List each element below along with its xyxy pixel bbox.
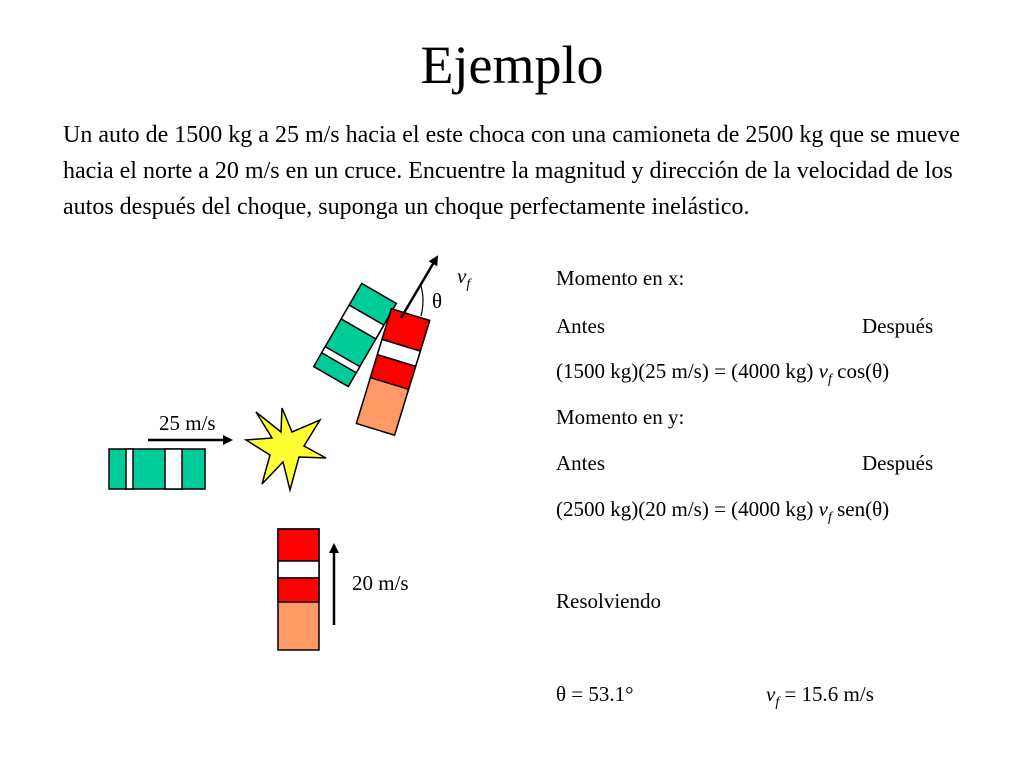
explosion-icon [246,408,326,490]
truck-before [278,529,319,650]
after-label-y: Después [862,451,934,475]
problem-statement: Un auto de 1500 kg a 25 m/s hacia el este choca con una camioneta de 2500 kg que se mueve hacia el norte a 20 m/s en un cruce. Encuentre la magnitud y dirección de la velocidad de los autos después del choque, suponga un choque perfectamente inelástico. [63,122,961,220]
before-label-y: Antes [556,451,605,475]
equation-y: (2500 kg)(20 m/s) = (4000 kg) $v_f$ sen(θ) [556,497,890,526]
after-label-x: Después [862,314,934,338]
momentum-x-heading: Momento en x: [556,266,685,290]
equation-x: (1500 kg)(25 m/s) = (4000 kg) $v_f$ cos(θ) [556,359,890,388]
car-speed-label: 25 m/s [159,411,216,435]
theta-result: θ = 53.1° [556,682,634,706]
theta-label: θ [432,289,443,313]
car-before [109,449,205,489]
truck-speed-label: 20 m/s [352,571,409,595]
momentum-y-heading: Momento en y: [556,405,685,429]
before-label-x: Antes [556,314,605,338]
theta-arc [421,286,423,316]
vf-label: $v_f$ [457,264,471,292]
slide-title: Ejemplo [420,35,604,95]
vf-result: $v_f = 15.6$ m/s [766,682,874,711]
solving-label: Resolviendo [556,589,661,613]
